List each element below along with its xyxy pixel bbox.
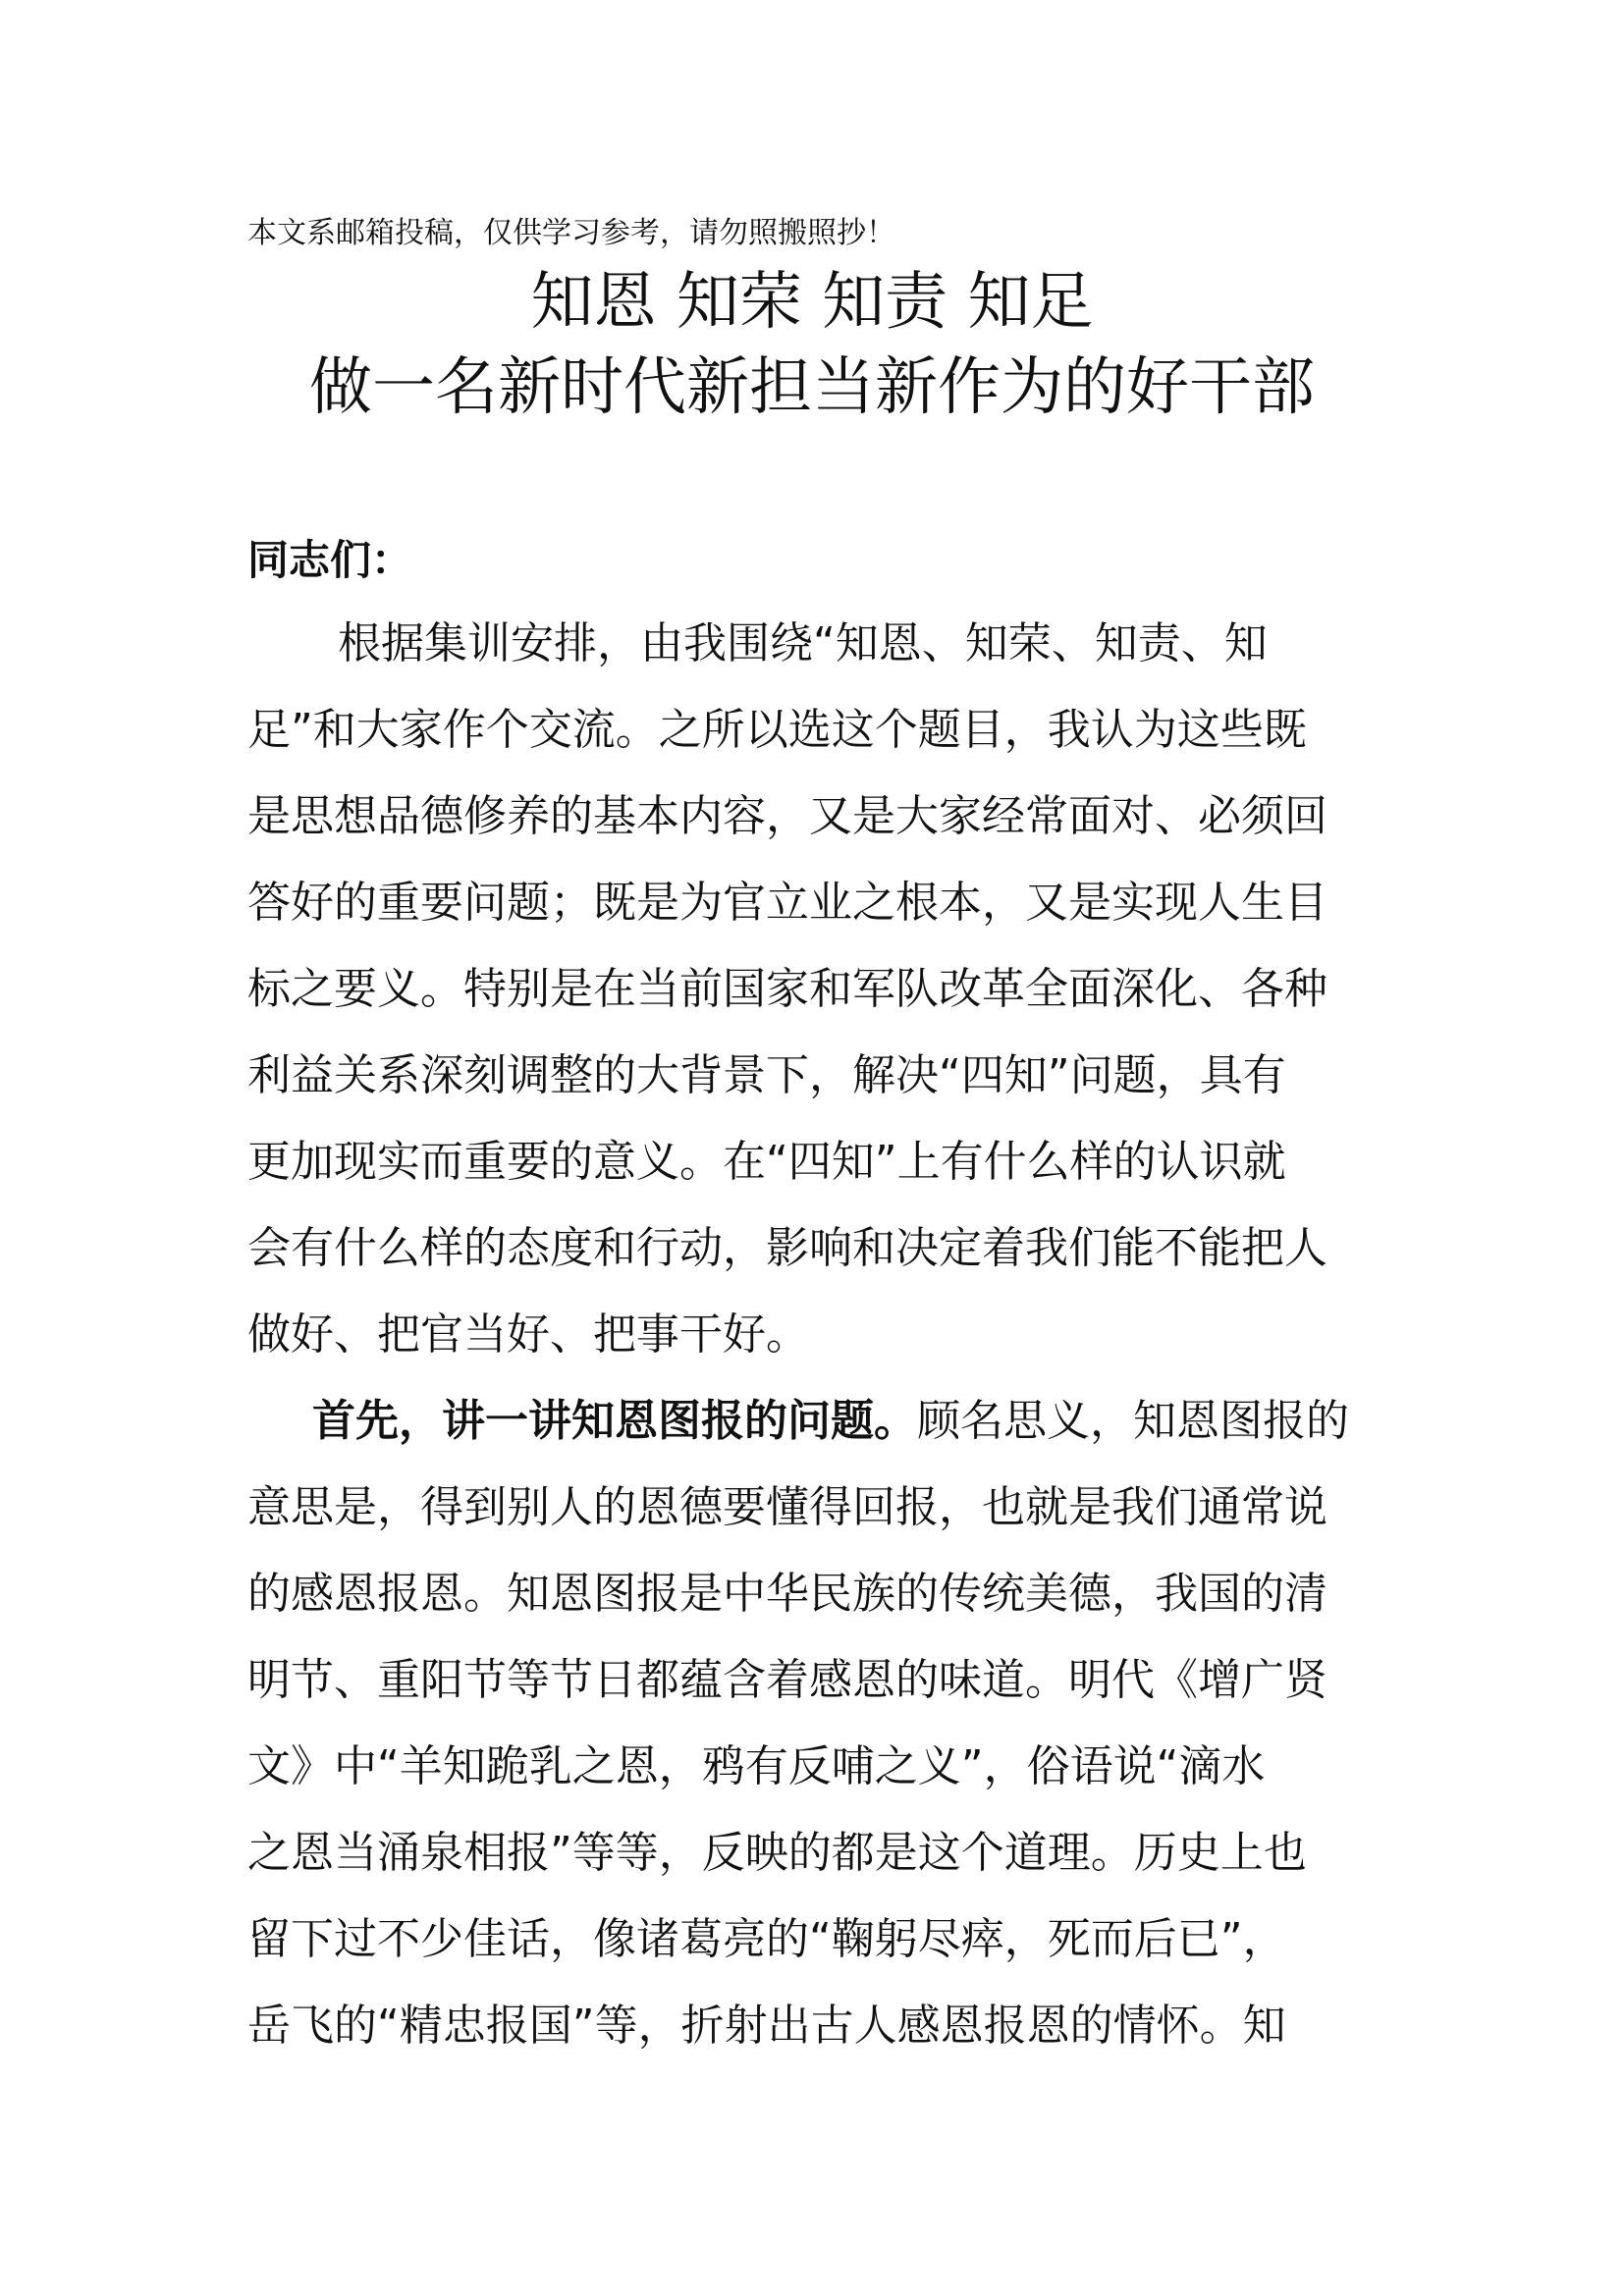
- paragraph1-line: 足”和大家作个交流。之所以选这个题目，我认为这些既: [247, 705, 1307, 755]
- section-heading-bold: 首先，讲一讲知恩图报的问题。: [312, 1396, 917, 1446]
- paragraph1-line: 答好的重要问题；既是为官立业之根本，又是实现人生目: [247, 878, 1327, 928]
- paragraph1-line: 根据集训安排，由我围绕“知恩、知荣、知责、知: [338, 618, 1268, 668]
- paragraph2-line: 留下过不少佳话，像诸葛亮的“鞠躬尽瘁，死而后已”，: [247, 1914, 1286, 1964]
- paragraph2-line: 之恩当涌泉相报”等等，反映的都是这个道理。历史上也: [247, 1828, 1307, 1878]
- paragraph1-line: 会有什么样的态度和行动，影响和决定着我们能不能把人: [247, 1223, 1327, 1273]
- paragraph2-first-line-rest: 顾名思义，知恩图报的: [917, 1396, 1349, 1446]
- submission-notice: 本文系邮箱投稿，仅供学习参考，请勿照搬照抄！: [247, 216, 895, 250]
- paragraph1-line: 利益关系深刻调整的大背景下，解决“四知”问题，具有: [247, 1050, 1286, 1100]
- paragraph1-line: 标之要义。特别是在当前国家和军队改革全面深化、各种: [247, 964, 1327, 1014]
- title-line-2: 做一名新时代新担当新作为的好干部: [309, 351, 1315, 424]
- paragraph1-line: 做好、把官当好、把事干好。: [247, 1309, 809, 1360]
- paragraph2-line: 的感恩报恩。知恩图报是中华民族的传统美德，我国的清: [247, 1569, 1327, 1619]
- paragraph2-first-line: [312, 1392, 1349, 1451]
- paragraph2-line: 文》中“羊知跪乳之恩，鸦有反哺之义”，俗语说“滴水: [247, 1741, 1266, 1791]
- paragraph2-line: 意思是，得到别人的恩德要懂得回报，也就是我们通常说: [247, 1482, 1327, 1532]
- title-line-1: 知恩 知荣 知责 知足: [530, 266, 1094, 339]
- paragraph2-line: 岳飞的“精忠报国”等，折射出古人感恩报恩的情怀。知: [247, 2001, 1286, 2051]
- paragraph1-line: 更加现实而重要的意义。在“四知”上有什么样的认识就: [247, 1137, 1286, 1187]
- paragraph1-line: 是思想品德修养的基本内容，又是大家经常面对、必须回: [247, 791, 1327, 841]
- salutation: 同志们：: [247, 536, 413, 584]
- paragraph2-line: 明节、重阳节等节日都蕴含着感恩的味道。明代《增广贤: [247, 1655, 1327, 1705]
